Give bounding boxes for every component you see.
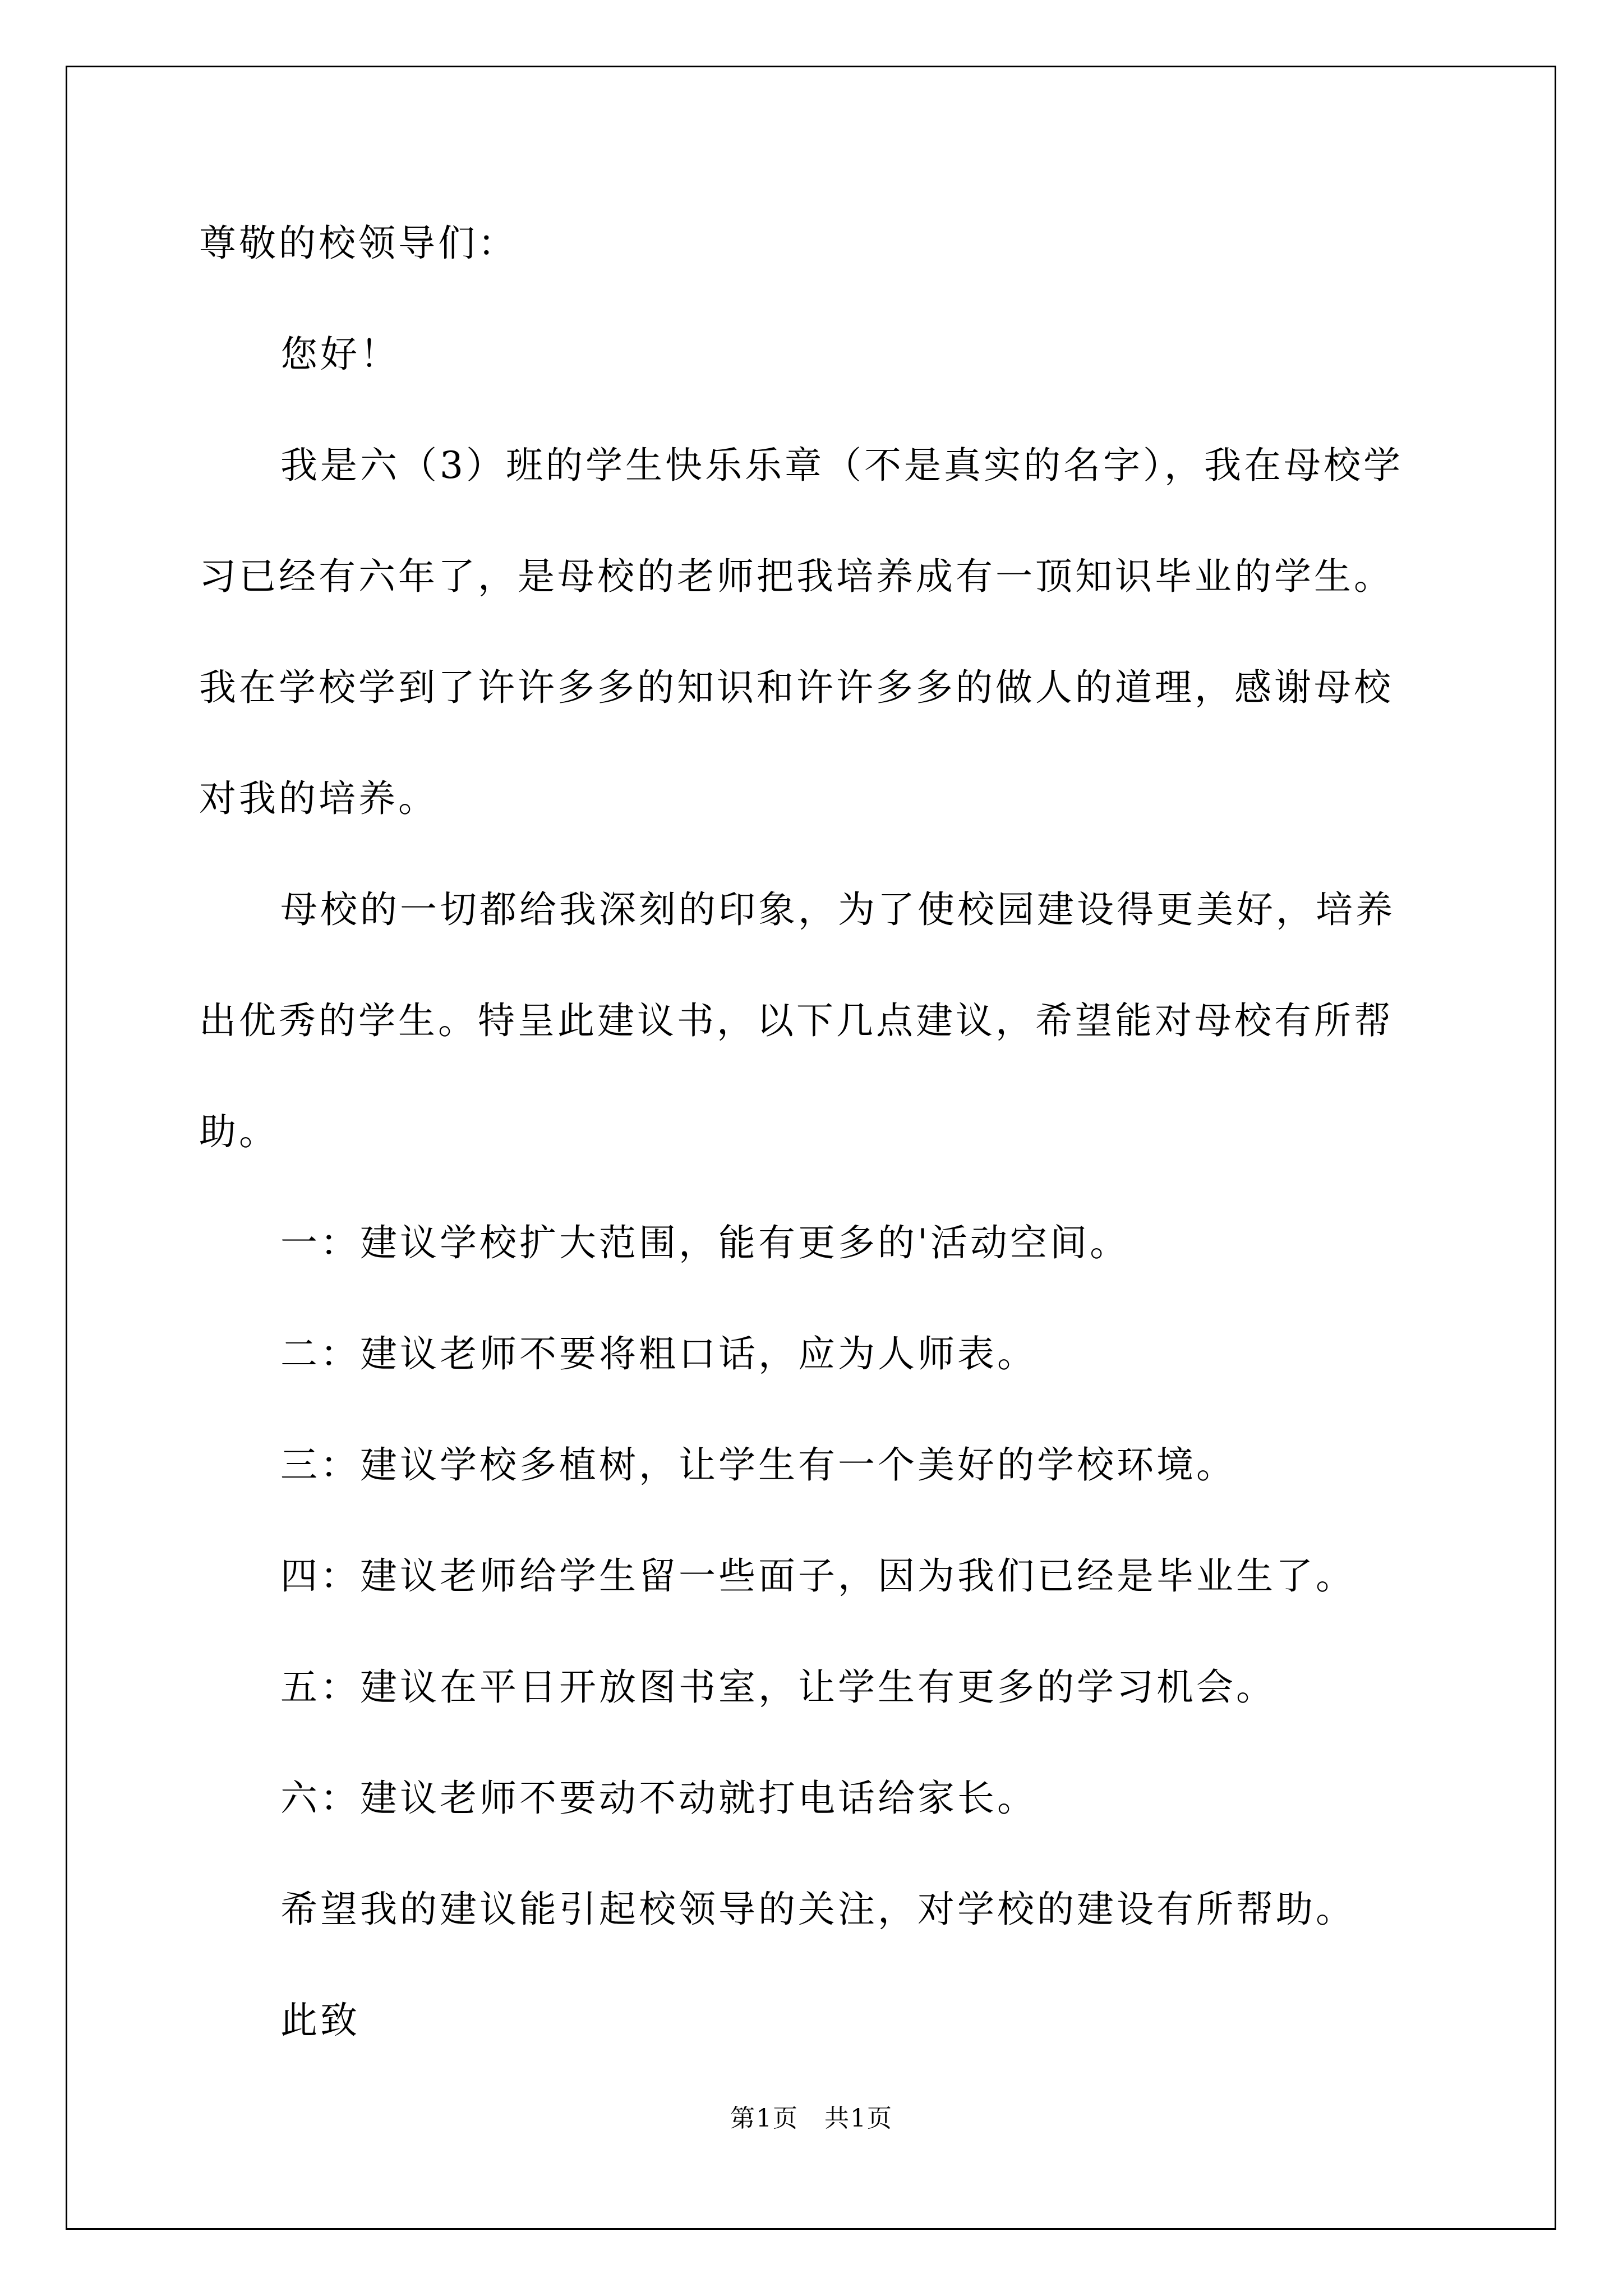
suggestion-item: 五：建议在平日开放图书室，让学生有更多的学习机会。 [280,1665,1276,1709]
purpose-line: 母校的一切都给我深刻的印象，为了使校园建设得更美好，培养 [280,888,1395,931]
intro-line: 我在学校学到了许许多多的知识和许许多多的做人的道理，感谢母校 [199,666,1394,709]
closing-salute: 此致 [280,1999,360,2042]
salutation: 尊敬的校领导们： [199,222,518,265]
page-footer: 第1页 共1页 [730,2104,893,2133]
intro-line: 习已经有六年了，是母校的老师把我培养成有一顶知识毕业的学生。 [199,555,1394,598]
intro-line: 我是六（3）班的学生快乐乐章（不是真实的名字），我在母校学 [280,444,1403,487]
closing-hope: 希望我的建议能引起校领导的关注，对学校的建设有所帮助。 [280,1888,1355,1931]
suggestion-item: 六：建议老师不要动不动就打电话给家长。 [280,1777,1037,1820]
purpose-line: 助。 [199,1110,279,1153]
suggestion-item: 四：建议老师给学生留一些面子，因为我们已经是毕业生了。 [280,1554,1355,1598]
intro-line: 对我的培养。 [199,777,438,820]
purpose-line: 出优秀的学生。特呈此建议书，以下几点建议，希望能对母校有所帮 [199,999,1394,1042]
greeting: 您好！ [280,333,400,376]
suggestion-item: 三：建议学校多植树，让学生有一个美好的学校环境。 [280,1443,1236,1487]
suggestion-item: 二：建议老师不要将粗口话，应为人师表。 [280,1332,1037,1375]
suggestion-item: 一：建议学校扩大范围，能有更多的'活动空间。 [280,1221,1130,1264]
